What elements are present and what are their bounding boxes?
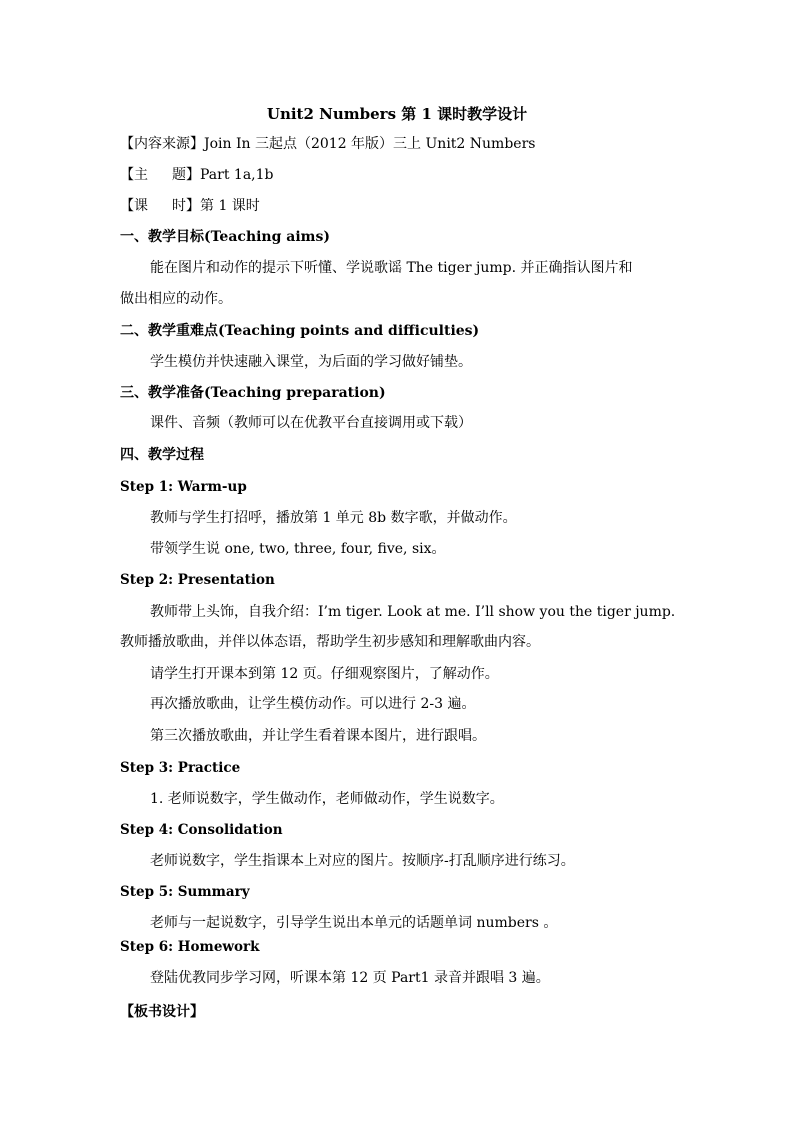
source-label: 【内容来源】 <box>120 136 204 152</box>
step3-title: Step 3: Practice <box>120 760 241 776</box>
prep-heading: 三、教学准备(Teaching preparation) <box>120 385 386 401</box>
step1-title: Step 1: Warm-up <box>120 479 247 495</box>
step4-line-1: 老师说数字，学生指课本上对应的图片。按顺序-打乱顺序进行练习。 <box>150 853 575 869</box>
points-heading: 二、教学重难点(Teaching points and difficulties) <box>120 323 480 339</box>
topic-label-close: 题】 <box>172 167 200 183</box>
source-row <box>120 135 535 153</box>
period-label-open: 【课 <box>120 198 148 214</box>
step1-line-1: 教师与学生打招呼，播放第 1 单元 8b 数字歌，并做动作。 <box>150 510 517 526</box>
step5-line-1: 老师与一起说数字，引导学生说出本单元的话题单词 numbers 。 <box>150 915 558 931</box>
step6-line-1: 登陆优教同步学习网，听课本第 12 页 Part1 录音并跟唱 3 遍。 <box>150 970 550 986</box>
aims-line-1: 能在图片和动作的提示下听懂、学说歌谣 The tiger jump. 并正确指认图片和 <box>150 260 633 276</box>
points-text: 学生模仿并快速融入课堂，为后面的学习做好铺垫。 <box>150 354 472 370</box>
step3-line-1: 1. 老师说数字，学生做动作，老师做动作，学生说数字。 <box>150 791 504 807</box>
aims-line-2: 做出相应的动作。 <box>120 291 232 307</box>
process-heading: 四、教学过程 <box>120 447 204 463</box>
period-value: 第 1 课时 <box>200 198 260 214</box>
step2-line-4: 再次播放歌曲，让学生模仿动作。可以进行 2-3 遍。 <box>150 696 476 712</box>
period-row <box>120 197 260 215</box>
source-value: Join In 三起点（2012 年版）三上 Unit2 Numbers <box>204 136 536 152</box>
step2-line-1: 教师带上头饰，自我介绍：I’m tiger. Look at me. I’ll show you the tiger jump. <box>150 604 676 620</box>
aims-heading: 一、教学目标(Teaching aims) <box>120 229 330 245</box>
step2-line-5: 第三次播放歌曲，并让学生看着课本图片，进行跟唱。 <box>150 728 486 744</box>
step2-line-3: 请学生打开课本到第 12 页。仔细观察图片，了解动作。 <box>150 666 499 682</box>
step2-line-2: 教师播放歌曲，并伴以体态语，帮助学生初步感知和理解歌曲内容。 <box>120 634 540 650</box>
step4-title: Step 4: Consolidation <box>120 822 283 838</box>
topic-row <box>120 166 273 184</box>
step2-title: Step 2: Presentation <box>120 572 275 588</box>
topic-label-open: 【主 <box>120 167 148 183</box>
period-label-close: 时】 <box>172 198 200 214</box>
document-title: Unit2 Numbers 第 1 课时教学设计 <box>266 105 528 123</box>
step1-line-2: 带领学生说 one, two, three, four, five, six。 <box>150 541 446 557</box>
topic-value: Part 1a,1b <box>200 167 274 183</box>
board-design-heading: 【板书设计】 <box>120 1004 204 1020</box>
step6-title: Step 6: Homework <box>120 939 260 955</box>
prep-text: 课件、音频（教师可以在优教平台直接调用或下载） <box>150 415 472 431</box>
step5-title: Step 5: Summary <box>120 884 250 900</box>
